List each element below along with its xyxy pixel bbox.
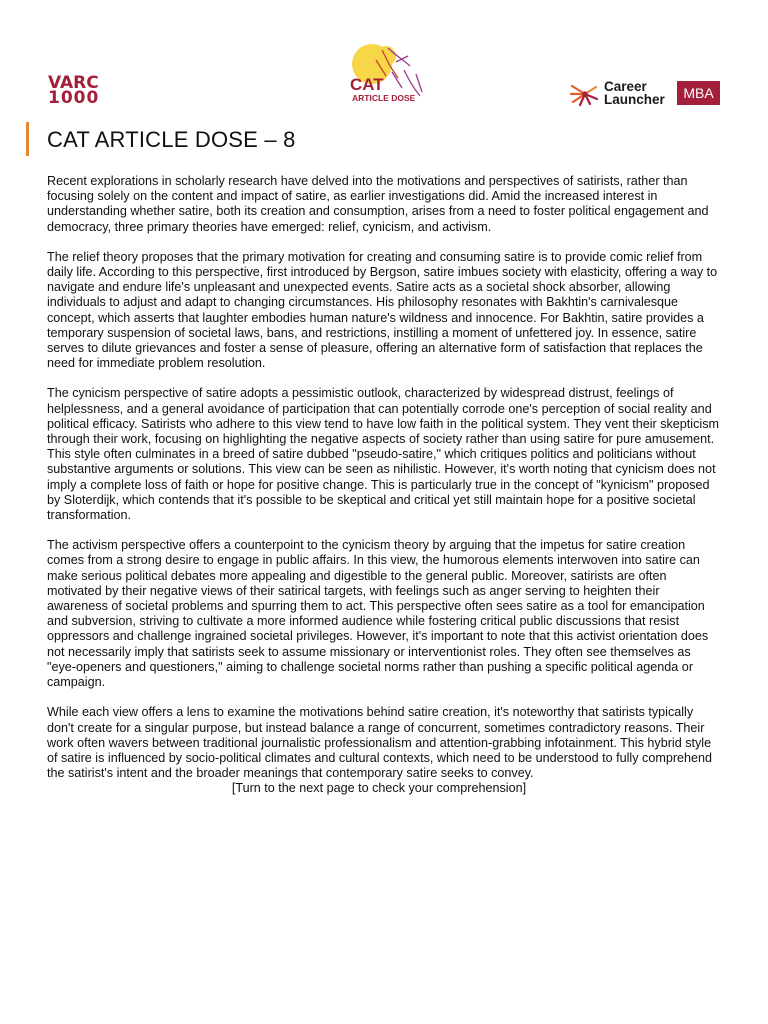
cl-wordmark-line1: Career xyxy=(604,79,647,94)
cat-article-dose-logo xyxy=(346,42,426,104)
cl-wordmark-line2: Launcher xyxy=(604,92,665,107)
varc-logo-line1: VARC xyxy=(48,73,99,93)
cat-logo-yellow-blob-small xyxy=(376,46,396,66)
article-body xyxy=(47,174,723,812)
page-header xyxy=(0,0,768,115)
article-paragraph-2: The relief theory proposes that the primary motivation for creating and consuming satire is to provide comic relief from daily life. According to this perspective, first introduced by Bergson, satire imbues society with elasticity, offering a way to navigate and endure life's unpleasant and unexpected events. Satire acts as a societal shock absorber, allowing individuals to adjust and adapt to changing circumstances. His philosophy resonates with Bakhtin's carnivalesque concept, which asserts that laughter embodies human nature's wildness and innocence. For Bakhtin, satire provides a temporary suspension of societal laws, bans, and restrictions, instilling a moment of unfettered joy. In essence, satire serves to dilute grievances and foster a sense of pleasure, offering an alternative form of satisfaction that replaces the need for immediate problem resolution. xyxy=(47,249,718,371)
article-paragraph-3: The cynicism perspective of satire adopts a pessimistic outlook, characterized by widespread distrust, feelings of helplessness, and a general avoidance of participation that can potentially corrode one's perception of social reality and political efficacy. Satirists who adhere to this view tend to have low faith in the political system. They vent their skepticism through their work, focusing on highlighting the negative aspects of society rather than using satire for pure amusement. This style often culminates in a breed of satire dubbed "pseudo-satire," which critiques politics and politicians without substantive arguments or solutions. This view can be seen as nihilistic. However, it's worth noting that cynicism does not imply a complete loss of faith or hope for positive change. This is particularly true in the concept of "kynicism" proposed by Sloterdijk, which contends that it's possible to be skeptical and critical yet still maintain hope for a positive societal transformation. xyxy=(47,386,719,523)
next-page-note: [Turn to the next page to check your comprehension] xyxy=(231,781,527,796)
article-paragraph-4: The activism perspective offers a counterpoint to the cynicism theory by arguing that the impetus for satire creation comes from a strong desire to engage in public affairs. In this view, the humorous elements interwoven into satire can make serious political debates more appealing and digestible to the general public. Moreover, satirists are often motivated by their negative views of their satirical targets, with feelings such as anger serving to heighten their awareness of societal problems and spurring them to act. This perspective often sees satire as a tool for emancipation and subversion, striving to cultivate a more informed audience while fostering critical public discussions that resist oppressors and challenge ingrained societal privileges. However, it's important to note that this activist orientation does not necessarily imply that satirists seek to assume missionary or interventionist roles. They often see themselves as "eye-openers and questioners," aiming to challenge societal norms rather than pushing a specific political agenda or campaign. xyxy=(47,538,709,690)
career-launcher-wordmark xyxy=(604,80,665,106)
cat-logo-title: CAT xyxy=(350,75,384,94)
page-title: CAT ARTICLE DOSE – 8 xyxy=(47,127,296,152)
career-launcher-burst-icon xyxy=(570,82,600,106)
article-paragraph-5: While each view offers a lens to examine the motivations behind satire creation, it's noteworthy that satirists typically don't create for a singular purpose, but instead balance a range of concurrent, sometimes contradictory reasons. Their work often wavers between traditional journalistic professionalism and attention-grabbing infotainment. This hybrid style of satire is influenced by socio-political climates and cultural contexts, which need to be understood to fully comprehend the satirist's intent and the broader meanings that contemporary satire seeks to convey. xyxy=(47,705,713,781)
varc-1000-logo xyxy=(48,73,108,108)
cat-logo-subtitle: ARTICLE DOSE xyxy=(352,93,416,103)
mba-badge: MBA xyxy=(677,81,720,105)
varc-logo-line2: 1000 xyxy=(48,88,100,108)
title-accent-bar xyxy=(26,122,29,156)
career-launcher-logo xyxy=(570,80,722,110)
article-paragraph-1: Recent explorations in scholarly research have delved into the motivations and perspectives of satirists, rather than focusing solely on the content and impact of satire, as earlier investigations did. Amid the increased interest in understanding whether satire, both its creation and consumption, arises from a need to foster political engagement and democracy, three primary theories have emerged: relief, cynicism, and activism. xyxy=(47,174,709,234)
